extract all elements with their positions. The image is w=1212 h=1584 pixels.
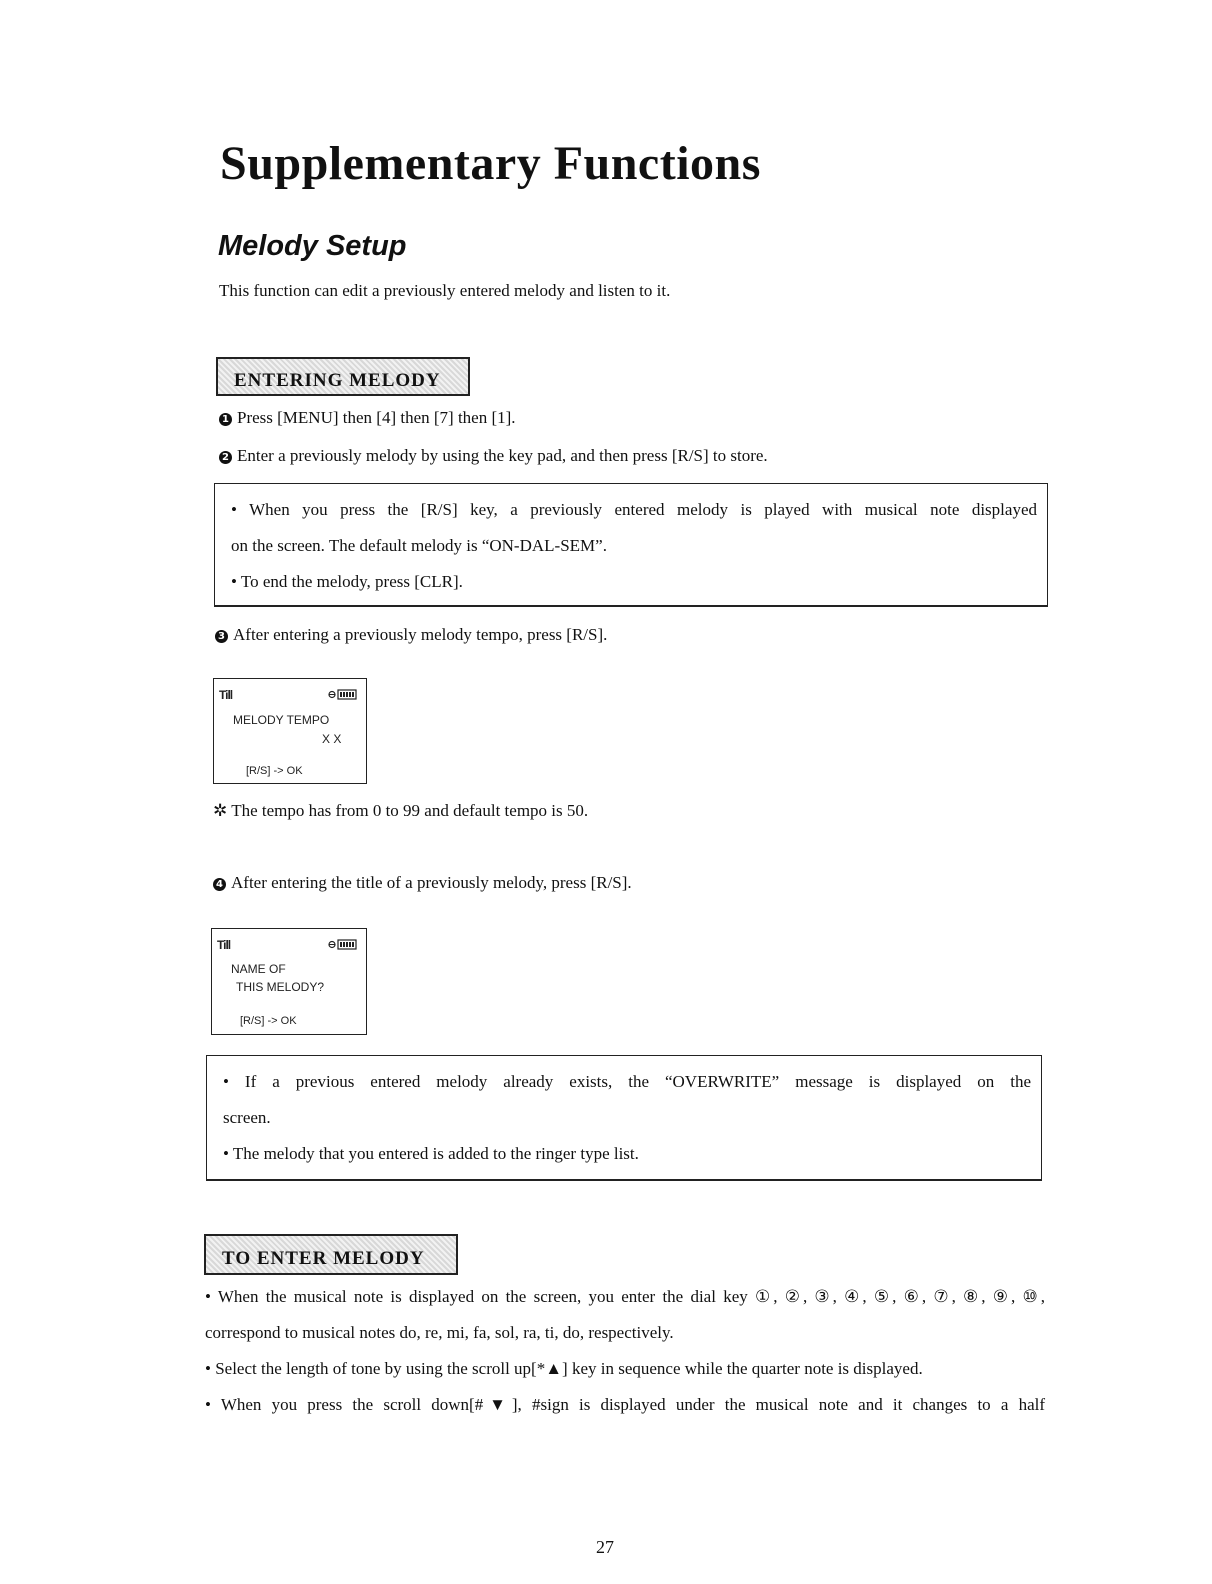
to-enter-melody-tag: TO ENTER MELODY <box>204 1234 458 1275</box>
signal-icon: Till <box>219 688 233 702</box>
battery-icon <box>328 939 358 950</box>
bullet-line: • When the musical note is displayed on the screen, you enter the dial key ①, ②, ③, ④, ⑤, ⑥, ⑦, ⑧, ⑨, ⑩, <box>205 1287 1045 1306</box>
bullet-line: correspond to musical notes do, re, mi, fa, sol, ra, ti, do, respectively. <box>205 1323 674 1342</box>
note-line: on the screen. The default melody is “ON-DAL-SEM”. <box>231 536 607 555</box>
step-number-icon: 1 <box>219 413 232 426</box>
step-number-icon: 2 <box>219 451 232 464</box>
step-3-text: After entering a previously melody tempo, press [R/S]. <box>233 625 608 644</box>
note-line: • To end the melody, press [CLR]. <box>231 572 463 591</box>
note-box-rs <box>214 483 1048 607</box>
lcd-line-2: THIS MELODY? <box>236 980 325 994</box>
note-line: • When you press the [R/S] key, a previously entered melody is played with musical note displayed <box>231 500 1037 519</box>
step-1 <box>219 408 516 428</box>
asterisk-icon: ✲ <box>213 801 228 820</box>
bullet-line: • Select the length of tone by using the scroll up[*▲] key in sequence while the quarter note is displayed. <box>205 1359 923 1378</box>
lcd-name-screen <box>211 928 367 1035</box>
note-line: screen. <box>223 1108 271 1127</box>
step-number-icon: 4 <box>213 878 226 891</box>
step-4 <box>213 873 632 893</box>
note-line: • If a previous entered melody already exists, the “OVERWRITE” message is displayed on the <box>223 1072 1031 1091</box>
lcd-line-1: MELODY TEMPO <box>233 713 330 727</box>
entering-melody-tag: ENTERING MELODY <box>216 357 470 396</box>
tempo-note <box>213 801 588 821</box>
battery-icon <box>328 689 358 700</box>
step-2 <box>219 446 768 466</box>
signal-icon: Till <box>217 938 231 952</box>
step-1-text: Press [MENU] then [4] then [7] then [1]. <box>237 408 516 427</box>
lcd-line-3: [R/S] -> OK <box>240 1015 297 1027</box>
note-line: • The melody that you entered is added to the ringer type list. <box>223 1144 639 1163</box>
page-title: Supplementary Functions <box>220 137 761 190</box>
step-4-text: After entering the title of a previously melody, press [R/S]. <box>231 873 632 892</box>
lcd-line-2: X X <box>322 732 342 746</box>
lcd-line-3: [R/S] -> OK <box>246 765 303 777</box>
section-intro: This function can edit a previously entered melody and listen to it. <box>219 281 671 300</box>
page-number: 27 <box>596 1537 614 1557</box>
note-box-overwrite <box>206 1055 1042 1181</box>
section-heading: Melody Setup <box>218 230 407 262</box>
step-number-icon: 3 <box>215 630 228 643</box>
tempo-note-text: The tempo has from 0 to 99 and default tempo is 50. <box>231 801 589 820</box>
lcd-tempo-screen <box>213 678 367 784</box>
step-3 <box>215 625 607 645</box>
to-enter-bullets <box>205 1279 1045 1423</box>
step-2-text: Enter a previously melody by using the key pad, and then press [R/S] to store. <box>237 446 768 465</box>
lcd-line-1: NAME OF <box>231 962 286 976</box>
bullet-line: • When you press the scroll down[#▼], #sign is displayed under the musical note and it changes to a half <box>205 1395 1045 1414</box>
